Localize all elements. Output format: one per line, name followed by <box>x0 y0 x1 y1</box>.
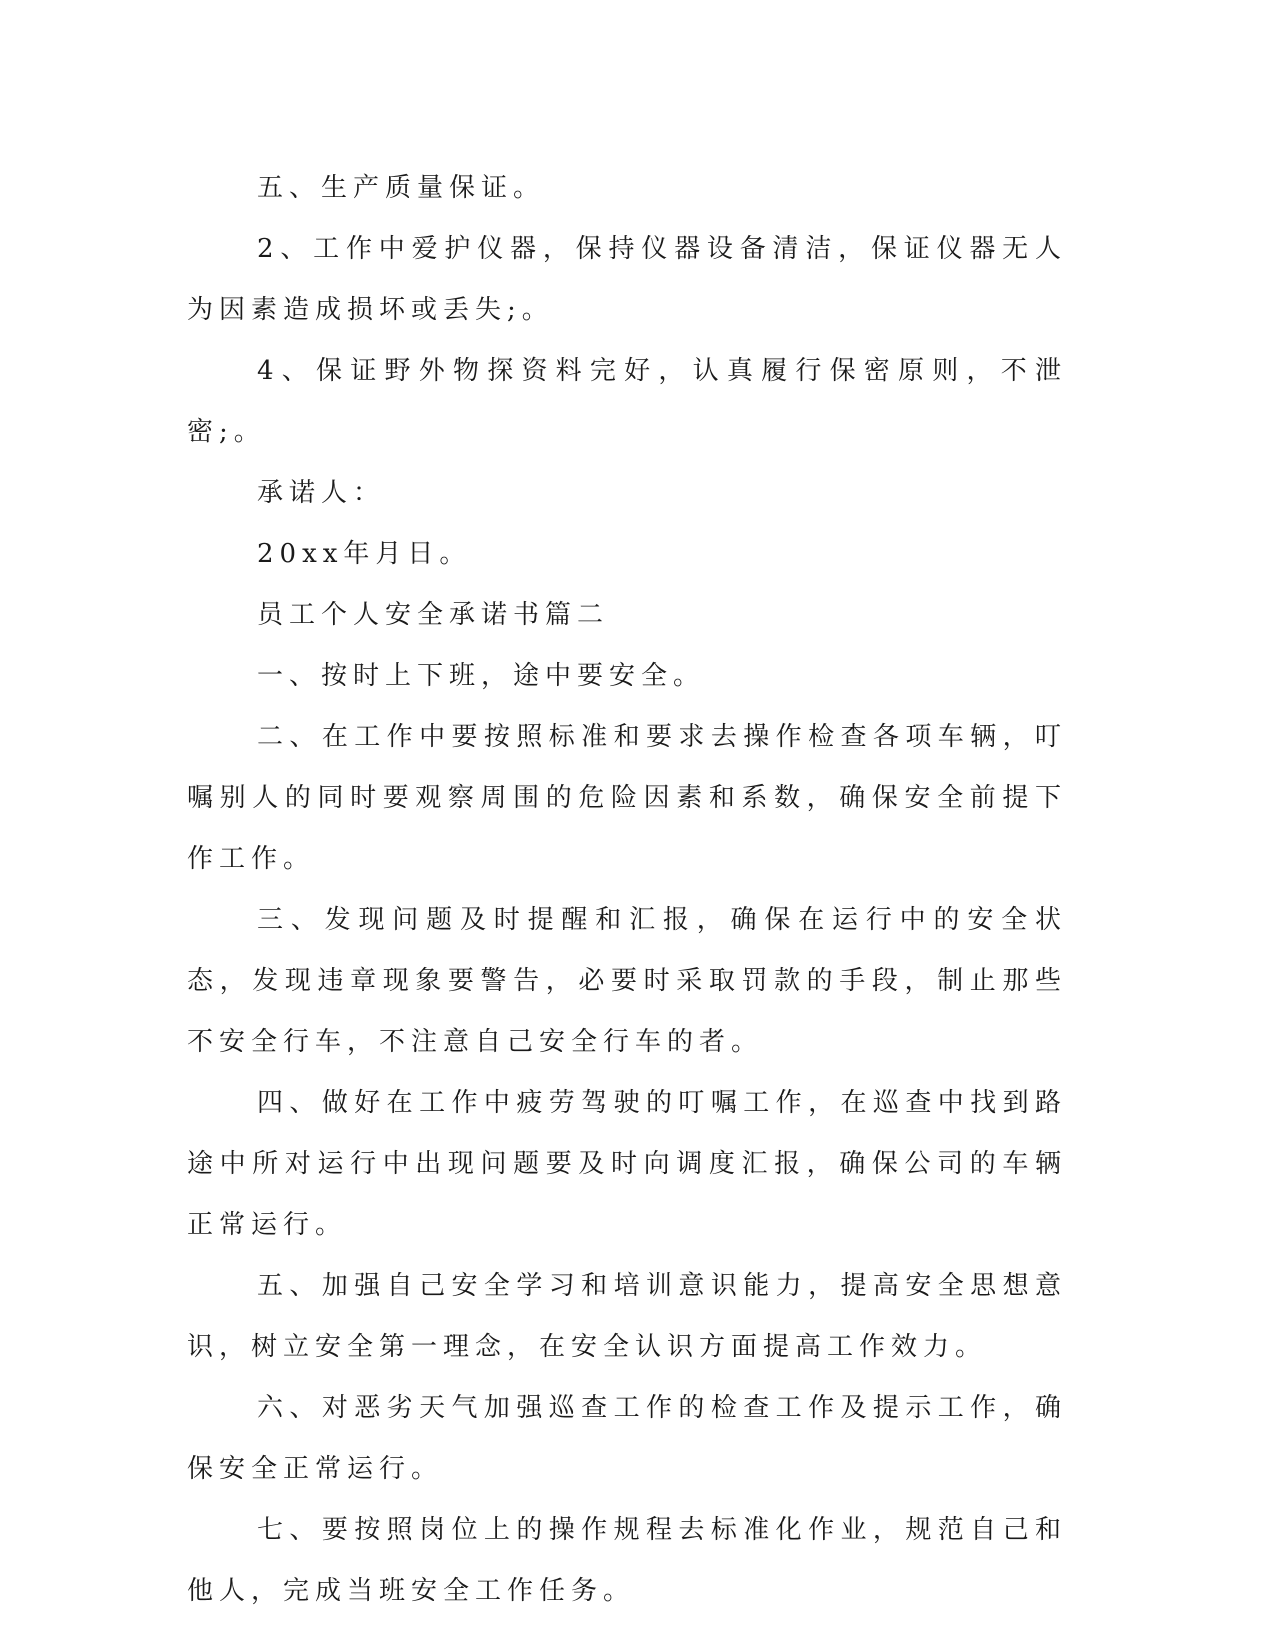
paragraph-seven: 七、要按照岗位上的操作规程去标准化作业，规范自己和他人，完成当班安全工作任务。 <box>187 1515 1067 1606</box>
paragraph-item-4: 4、保证野外物探资料完好，认真履行保密原则，不泄密;。 <box>187 356 1067 447</box>
paragraph-three: 三、发现问题及时提醒和汇报，确保在运行中的安全状态，发现违章现象要警告，必要时采取罚款的手段，制止那些不安全行车，不注意自己安全行车的者。 <box>187 905 1067 1057</box>
section-title: 员工个人安全承诺书篇二 <box>257 600 610 630</box>
paragraph-section-5-quality: 五、生产质量保证。 <box>257 173 546 203</box>
paragraph-one: 一、按时上下班，途中要安全。 <box>257 661 706 691</box>
paragraph-item-2: 2、工作中爱护仪器，保持仪器设备清洁，保证仪器无人为因素造成损坏或丢失;。 <box>187 234 1067 325</box>
paragraph-two: 二、在工作中要按照标准和要求去操作检查各项车辆，叮嘱别人的同时要观察周围的危险因素和系数，确保安全前提下作工作。 <box>187 722 1067 874</box>
paragraph-five: 五、加强自己安全学习和培训意识能力，提高安全思想意识，树立安全第一理念，在安全认识方面提高工作效力。 <box>187 1271 1067 1362</box>
date-line: 20xx年月日。 <box>257 539 472 569</box>
paragraph-six: 六、对恶劣天气加强巡查工作的检查工作及提示工作，确保安全正常运行。 <box>187 1393 1067 1484</box>
promisor-label: 承诺人： <box>257 478 386 508</box>
document-body <box>187 158 1067 1622</box>
paragraph-four: 四、做好在工作中疲劳驾驶的叮嘱工作，在巡查中找到路途中所对运行中出现问题要及时向调度汇报，确保公司的车辆正常运行。 <box>187 1088 1067 1240</box>
